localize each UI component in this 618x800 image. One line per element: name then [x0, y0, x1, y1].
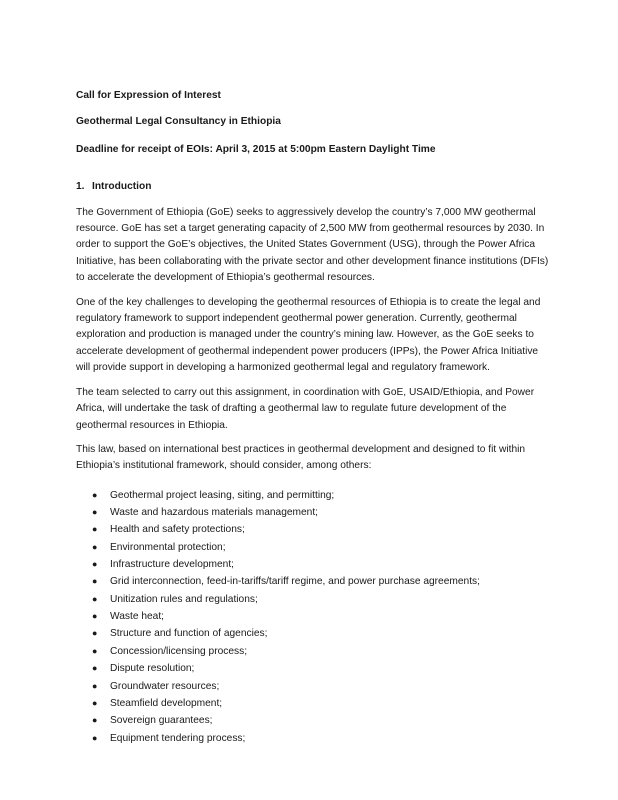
list-item-text: Infrastructure development;	[110, 559, 235, 571]
bullet-icon: ●	[92, 680, 98, 691]
bullet-icon: ●	[92, 541, 98, 552]
considerations-list	[76, 487, 554, 747]
bullet-icon: ●	[92, 663, 98, 674]
deadline-line: Deadline for receipt of EOIs: April 3, 2015 at 5:00pm Eastern Daylight Time	[76, 143, 436, 155]
paragraph-law: This law, based on international best practices in geothermal development and designed to fit within Ethiopia’s institutional framework, should consider, among others:	[76, 443, 526, 472]
list-item	[92, 695, 554, 712]
bullet-icon: ●	[92, 507, 98, 518]
list-item-text: Grid interconnection, feed-in-tariffs/tariff regime, and power purchase agreements;	[110, 576, 480, 588]
list-item	[92, 504, 554, 521]
bullet-icon: ●	[92, 611, 98, 622]
list-item	[92, 712, 554, 729]
bullet-icon: ●	[92, 628, 98, 639]
list-item-text: Environmental protection;	[110, 541, 226, 553]
list-item-text: Equipment tendering process;	[110, 732, 246, 744]
paragraph-team: The team selected to carry out this assignment, in coordination with GoE, USAID/Ethiopia, and Power Africa, will undertake the task of drafting a geothermal law to regulate future development of the geothermal resources in Ethiopia.	[76, 386, 535, 431]
list-item-text: Waste heat;	[110, 611, 164, 623]
bullet-icon: ●	[92, 645, 98, 656]
list-item-text: Dispute resolution;	[110, 663, 195, 675]
paragraph-intro: The Government of Ethiopia (GoE) seeks to aggressively develop the country’s 7,000 MW geothermal resource. GoE has set a target generating capacity of 2,500 MW from geothermal resources by 2030. In order to support the GoE’s objectives, the United States Government (USG), through the Power Africa Initiative, has been collaborating with the private sector and other development finance institutions (DFIs) to accelerate the development of Ethiopia’s geothermal resources.	[76, 206, 549, 284]
list-item	[92, 625, 554, 642]
list-item-text: Health and safety protections;	[110, 524, 245, 536]
document-subtitle: Geothermal Legal Consultancy in Ethiopia	[76, 116, 281, 128]
paragraph-challenges: One of the key challenges to developing the geothermal resources of Ethiopia is to create the legal and regulatory framework to support independent geothermal power generation. Currently, geothermal exploration and production is managed under the country’s mining law. However, as the GoE seeks to accelerate development of geothermal independent power producers (IPPs), the Power Africa Initiative will provide support in developing a harmonized geothermal legal and regulatory framework.	[76, 296, 541, 374]
bullet-icon: ●	[92, 697, 98, 708]
bullet-icon: ●	[92, 559, 98, 570]
list-item	[92, 487, 554, 504]
list-item	[92, 539, 554, 556]
bullet-icon: ●	[92, 593, 98, 604]
list-item-text: Concession/licensing process;	[110, 645, 248, 657]
list-item-text: Groundwater resources;	[110, 680, 220, 692]
list-item-text: Steamfield development;	[110, 697, 223, 709]
list-item	[92, 730, 554, 747]
list-item	[92, 556, 554, 573]
list-item	[92, 678, 554, 695]
list-item	[92, 660, 554, 677]
list-item-text: Structure and function of agencies;	[110, 628, 268, 640]
list-item	[92, 591, 554, 608]
list-item	[92, 521, 554, 538]
bullet-icon: ●	[92, 489, 98, 500]
list-item-text: Geothermal project leasing, siting, and permitting;	[110, 489, 335, 501]
section-heading	[76, 179, 554, 195]
list-item	[92, 573, 554, 590]
document-body	[76, 88, 554, 747]
bullet-icon: ●	[92, 715, 98, 726]
section-number: 1.	[76, 181, 85, 193]
list-item-text: Waste and hazardous materials management;	[110, 507, 319, 519]
list-item-text: Unitization rules and regulations;	[110, 593, 258, 605]
list-item	[92, 643, 554, 660]
bullet-icon: ●	[92, 732, 98, 743]
list-item	[92, 608, 554, 625]
bullet-icon: ●	[92, 576, 98, 587]
document-title: Call for Expression of Interest	[76, 90, 221, 101]
section-title: Introduction	[92, 181, 152, 193]
list-item-text: Sovereign guarantees;	[110, 715, 213, 727]
bullet-icon: ●	[92, 524, 98, 535]
